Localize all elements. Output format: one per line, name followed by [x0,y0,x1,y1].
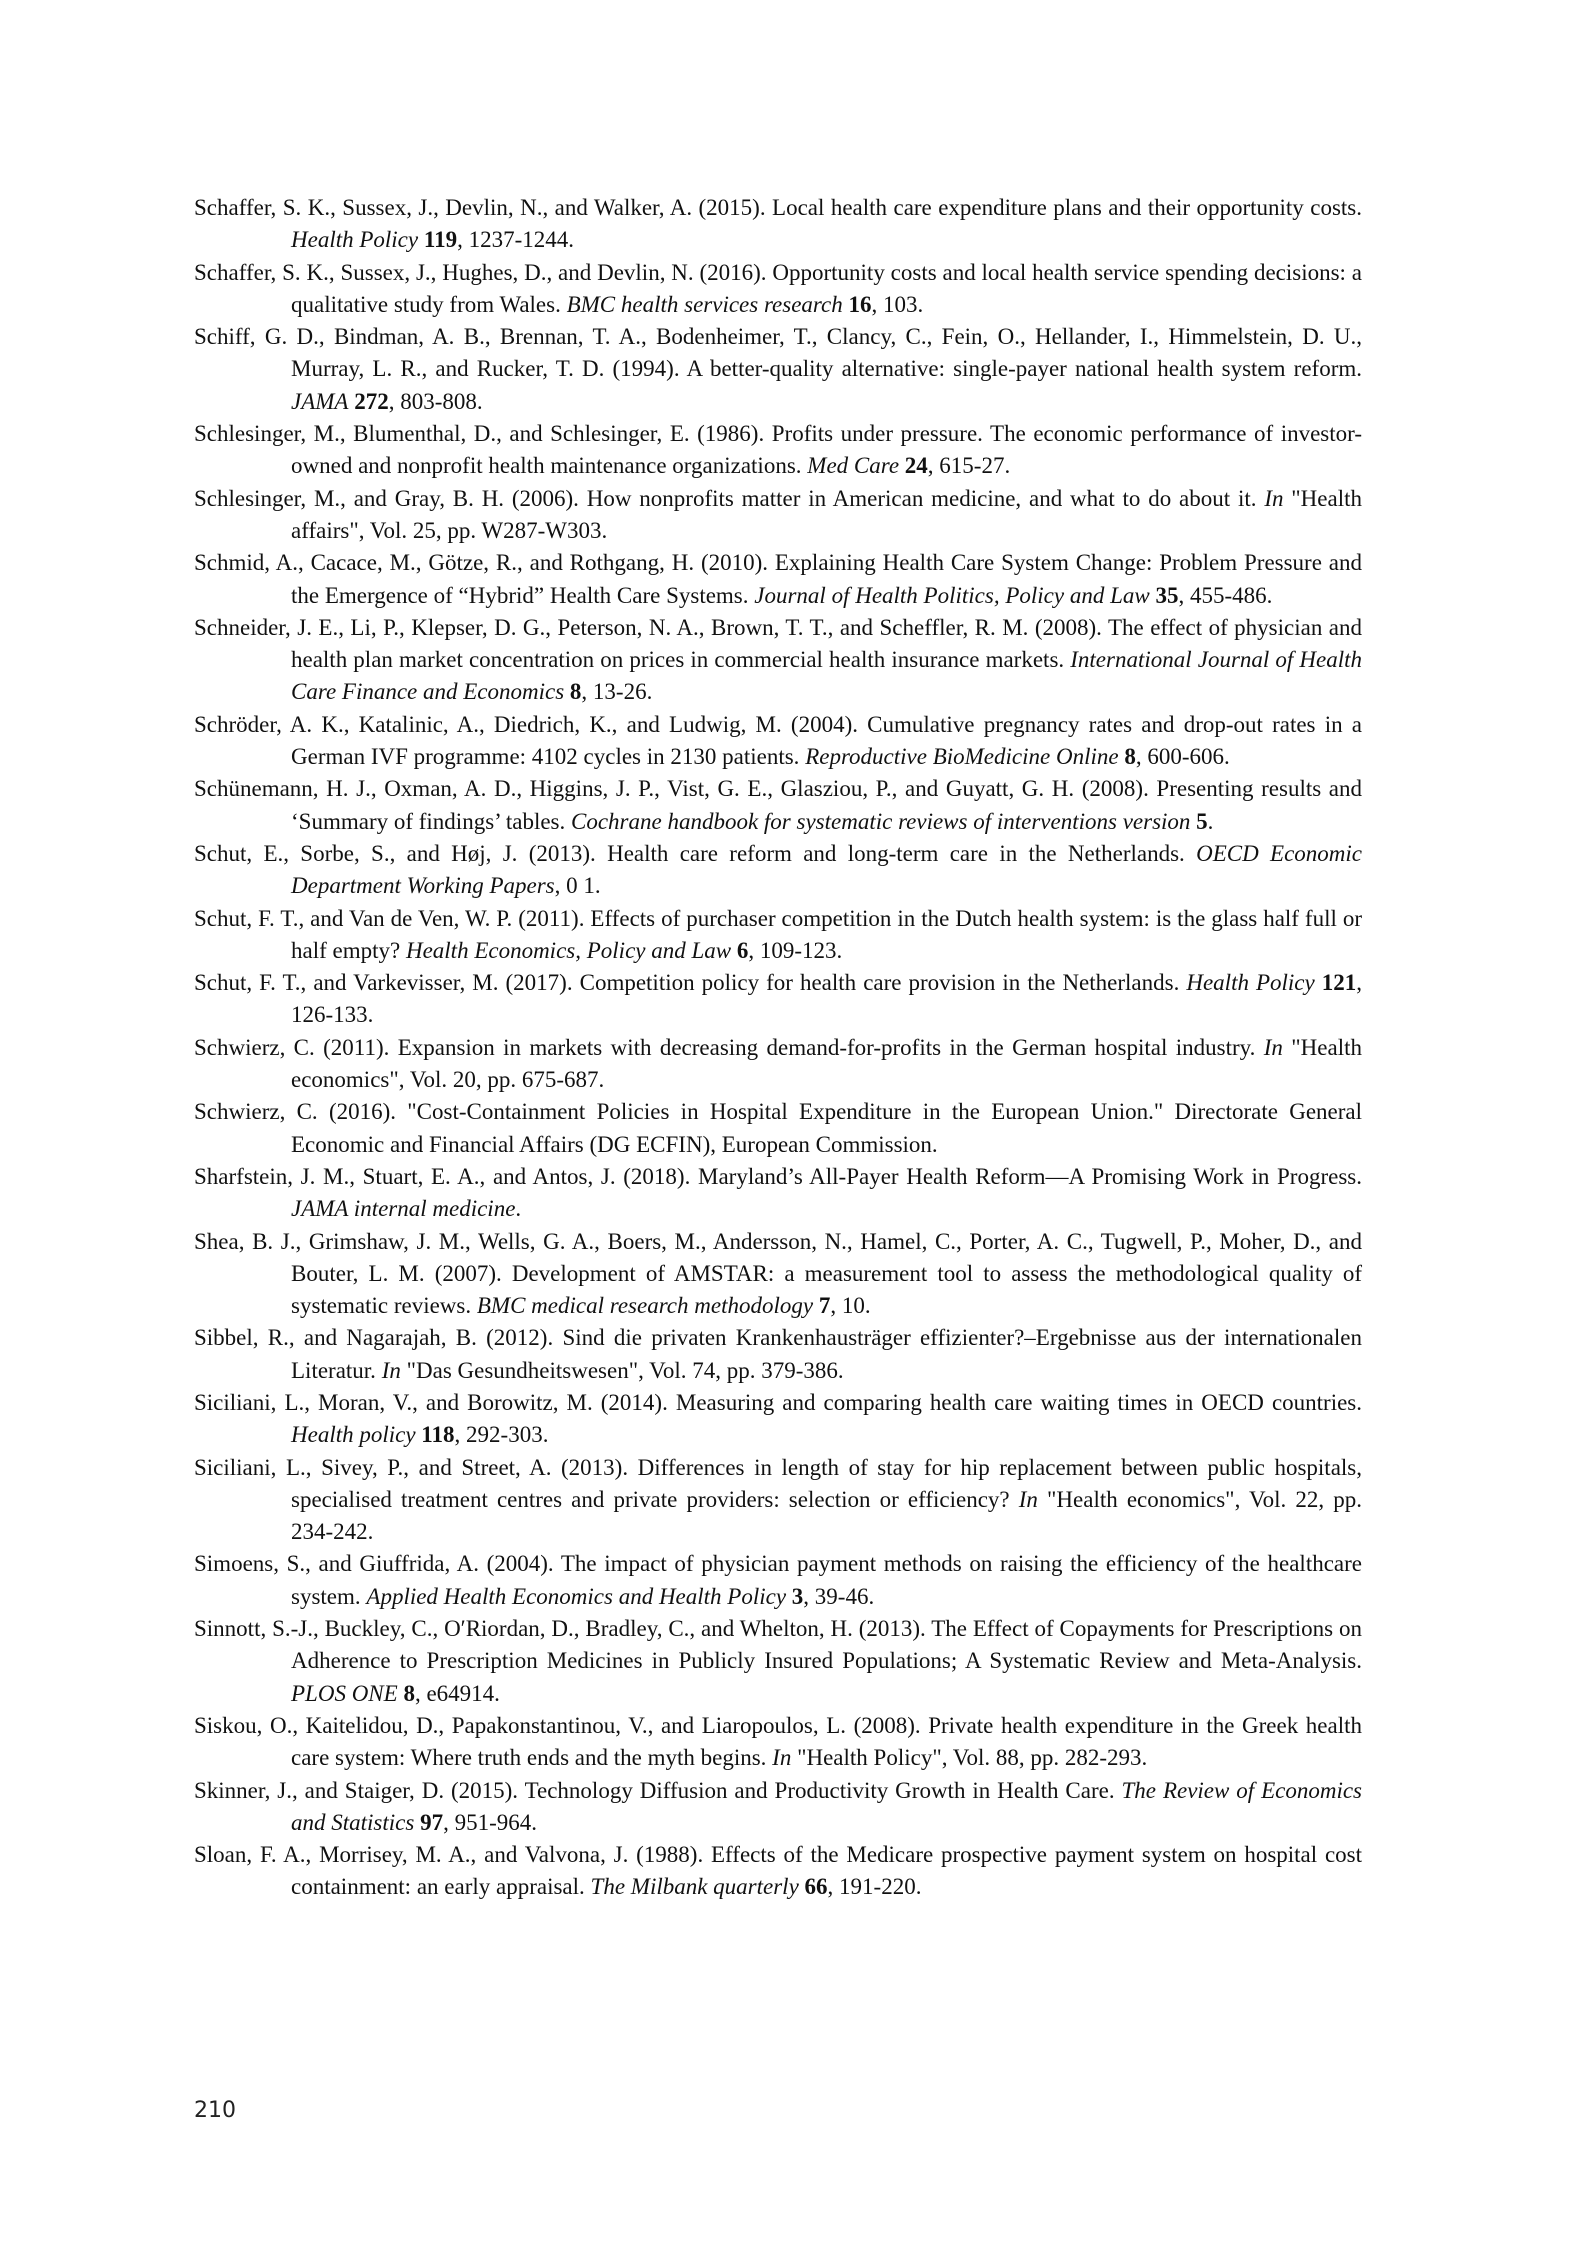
reference-item: Schwierz, C. (2011). Expansion in markets with decreasing demand-for-profits in the German hospital industry. In "Health economics", Vol. 20, pp. 675-687. [194,1034,1362,1093]
reference-item: Schaffer, S. K., Sussex, J., Hughes, D., and Devlin, N. (2016). Opportunity costs and local health service spending decisions: a qualitative study from Wales. BMC health services research 16, 103. [194,259,1362,317]
reference-item: Schut, F. T., and Varkevisser, M. (2017). Competition policy for health care provision in the Netherlands. Health Policy 121, 126-133. [194,970,1363,1028]
reference-item: Simoens, S., and Giuffrida, A. (2004). The impact of physician payment methods on raising the efficiency of the healthcare system. Applied Health Economics and Health Policy 3, 39-46. [194,1551,1362,1609]
reference-item: Schiff, G. D., Bindman, A. B., Brennan, T. A., Bodenheimer, T., Clancy, C., Fein, O., Hellander, I., Himmelstein, D. U., Murray, L. R., and Rucker, T. D. (1994). A better-quality alternative: single-payer national health system reform. JAMA 272, 803-808. [194,324,1362,414]
reference-item: Schünemann, H. J., Oxman, A. D., Higgins, J. P., Vist, G. E., Glasziou, P., and Guyatt, G. H. (2008). Presenting results and ‘Summary of findings’ tables. Cochrane handbook for systematic reviews of interventions version 5. [194,776,1362,834]
reference-item: Schmid, A., Cacace, M., Götze, R., and Rothgang, H. (2010). Explaining Health Care System Change: Problem Pressure and the Emergence of “Hybrid” Health Care Systems. Journal of Health Politics, Policy and Law 35, 455-486. [194,550,1362,608]
reference-item: Siskou, O., Kaitelidou, D., Papakonstantinou, V., and Liaropoulos, L. (2008). Private health expenditure in the Greek health care system: Where truth ends and the myth begins. In "Health Policy", Vol. 88, pp. 282-293. [194,1712,1362,1771]
reference-list [194,192,1362,1904]
reference-item: Schut, E., Sorbe, S., and Høj, J. (2013). Health care reform and long-term care in the Netherlands. OECD Economic Department Working Papers, 0 1. [194,840,1362,899]
reference-item: Schlesinger, M., Blumenthal, D., and Schlesinger, E. (1986). Profits under pressure. The economic performance of investor-owned and nonprofit health maintenance organizations. Med Care 24, 615-27. [194,421,1362,479]
reference-item: Schut, F. T., and Van de Ven, W. P. (2011). Effects of purchaser competition in the Dutch health system: is the glass half full or half empty? Health Economics, Policy and Law 6, 109-123. [194,905,1362,963]
reference-item: Schwierz, C. (2016). "Cost-Containment Policies in Hospital Expenditure in the European Union." Directorate General Economic and Financial Affairs (DG ECFIN), European Commission. [194,1099,1362,1157]
reference-item: Sloan, F. A., Morrisey, M. A., and Valvona, J. (1988). Effects of the Medicare prospective payment system on hospital cost containment: an early appraisal. The Milbank quarterly 66, 191-220. [194,1842,1362,1900]
page-number: 210 [194,2098,236,2123]
reference-item: Siciliani, L., Moran, V., and Borowitz, M. (2014). Measuring and comparing health care waiting times in OECD countries. Health policy 118, 292-303. [194,1389,1362,1448]
reference-item: Sinnott, S.-J., Buckley, C., O′Riordan, D., Bradley, C., and Whelton, H. (2013). The Effect of Copayments for Prescriptions on Adherence to Prescription Medicines in Publicly Insured Populations; A Systematic Review and Meta-Analysis. PLOS ONE 8, e64914. [194,1616,1362,1706]
reference-item: Sharfstein, J. M., Stuart, E. A., and Antos, J. (2018). Maryland’s All-Payer Health Reform—A Promising Work in Progress. JAMA internal medicine. [194,1163,1362,1222]
reference-item: Schröder, A. K., Katalinic, A., Diedrich, K., and Ludwig, M. (2004). Cumulative pregnancy rates and drop-out rates in a German IVF programme: 4102 cycles in 2130 patients. Reproductive BioMedicine Online 8, 600-606. [194,711,1362,770]
reference-item: Schlesinger, M., and Gray, B. H. (2006). How nonprofits matter in American medicine, and what to do about it. In "Health affairs", Vol. 25, pp. W287-W303. [194,485,1362,543]
reference-item: Skinner, J., and Staiger, D. (2015). Technology Diffusion and Productivity Growth in Health Care. The Review of Economics and Statistics 97, 951-964. [194,1777,1362,1835]
reference-item: Schaffer, S. K., Sussex, J., Devlin, N., and Walker, A. (2015). Local health care expenditure plans and their opportunity costs. Health Policy 119, 1237-1244. [194,195,1362,253]
reference-item: Siciliani, L., Sivey, P., and Street, A. (2013). Differences in length of stay for hip replacement between public hospitals, specialised treatment centres and private providers: selection or efficiency? In "Health economics", Vol. 22, pp. 234-242. [194,1454,1362,1545]
reference-item: Sibbel, R., and Nagarajah, B. (2012). Sind die privaten Krankenhausträger effizienter?–Ergebnisse aus der internationalen Literatur. In "Das Gesundheitswesen", Vol. 74, pp. 379-386. [194,1325,1362,1383]
reference-item: Schneider, J. E., Li, P., Klepser, D. G., Peterson, N. A., Brown, T. T., and Scheffler, R. M. (2008). The effect of physician and health plan market concentration on prices in commercial health insurance markets. International Journal of Health Care Finance and Economics 8, 13-26. [194,614,1362,705]
reference-item: Shea, B. J., Grimshaw, J. M., Wells, G. A., Boers, M., Andersson, N., Hamel, C., Porter, A. C., Tugwell, P., Moher, D., and Bouter, L. M. (2007). Development of AMSTAR: a measurement tool to assess the methodological quality of systematic reviews. BMC medical research methodology 7, 10. [194,1228,1362,1319]
